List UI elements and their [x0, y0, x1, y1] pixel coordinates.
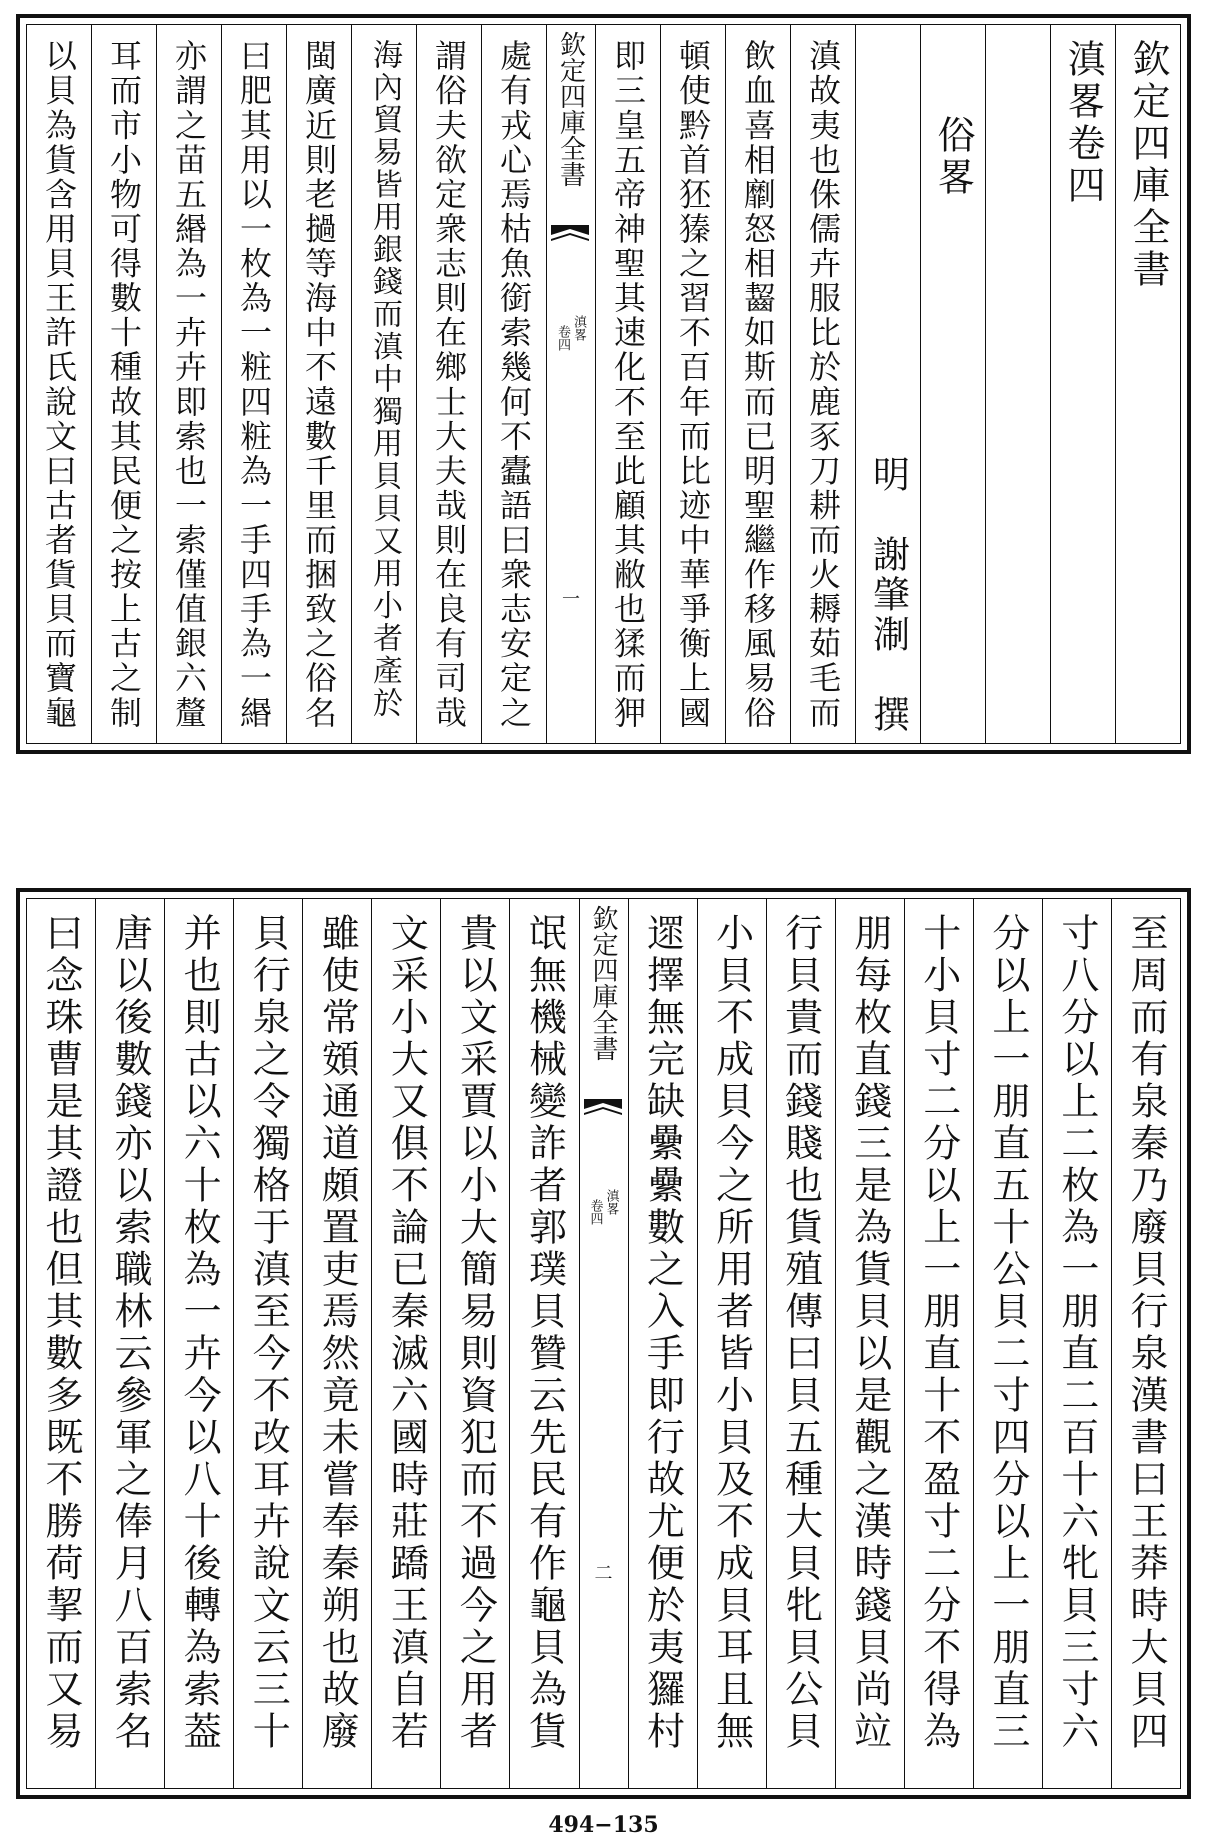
column-text: 處有戎心焉枯魚銜索幾何不蠹語曰衆志安定之 — [495, 39, 533, 731]
column-text: 遝擇無完缺纍纍數之入手即行故尤便於夷玀村 — [640, 913, 685, 1753]
column-text: 小貝不成貝今之所用者皆小貝及不成貝耳且無 — [709, 913, 754, 1753]
column-title: 滇畧卷四 — [1061, 39, 1105, 207]
fish-tail-mark-icon — [584, 1099, 622, 1125]
text-column — [766, 899, 835, 1788]
text-column — [1111, 899, 1180, 1788]
column-text: 海內貿易皆用銀錢而滇中獨用貝貝又用小者產於 — [367, 39, 402, 720]
margin-title: 欽定四庫全書 — [588, 905, 618, 1061]
column-text: 謂俗夫欲定衆志則在鄉士大夫哉則在良有司哉 — [430, 39, 468, 731]
text-column — [416, 25, 481, 743]
text-column — [973, 899, 1042, 1788]
column-text: 閩廣近則老撾等海中不遠數千里而捆致之俗名 — [300, 39, 338, 731]
text-column — [725, 25, 790, 743]
text-column — [156, 25, 221, 743]
column-text: 行貝貴而錢賤也貨殖傳曰貝五種大貝牝貝公貝 — [778, 913, 823, 1753]
text-column — [904, 899, 973, 1788]
column-author: 明 謝肇淛 撰 — [866, 455, 910, 735]
column-text: 耳而市小物可得數十種故其民便之按上古之制 — [105, 39, 143, 731]
column-text: 十小貝寸二分以上一朋直十不盈寸二分不得為 — [916, 913, 961, 1753]
column-text: 飲血喜相劘怒相齧如斯而已明聖繼作移風易俗 — [739, 39, 777, 731]
column-text: 貝行泉之令獨格于滇至今不改耳卉說文云三十 — [246, 913, 291, 1753]
text-column — [835, 899, 904, 1788]
text-column — [1042, 899, 1111, 1788]
text-column — [27, 899, 95, 1788]
folio-number: 一 — [562, 589, 580, 610]
text-column — [91, 25, 156, 743]
column-text: 曰肥其用以一枚為一粧四粧為一手四手為一緡 — [235, 39, 273, 731]
center-margin-column — [546, 25, 595, 743]
column-text: 亦謂之苗五緡為一卉卉即索也一索僅值銀六釐 — [170, 39, 208, 731]
text-column — [233, 899, 302, 1788]
column-text: 以貝為貨含用貝王許氏說文曰古者貨貝而寶龜 — [40, 39, 78, 731]
column-text: 氓無機械變詐者郭璞貝贊云先民有作龜貝為貨 — [522, 913, 567, 1753]
column-indent: 俗畧 — [931, 115, 975, 199]
text-column — [697, 899, 766, 1788]
top-page-columns — [26, 24, 1181, 744]
text-column — [595, 25, 660, 743]
text-column — [164, 899, 233, 1788]
text-column — [95, 899, 164, 1788]
text-column — [790, 25, 855, 743]
column-text: 至周而有泉秦乃廢貝行泉漢書曰王莽時大貝四 — [1123, 913, 1168, 1753]
column-text: 雖使常頞通道頗置吏焉然竟未嘗奉秦朔也故廢 — [315, 913, 360, 1753]
column-text: 并也則古以六十枚為一卉今以八十後轉為索葢 — [177, 913, 222, 1753]
margin-subtitle-volume: 卷四 — [555, 325, 570, 351]
margin-subtitle-book: 滇畧 — [603, 1189, 619, 1215]
column-text: 曰念珠曹是其證也但其數多既不勝荷挈而又易 — [39, 913, 84, 1753]
top-page — [16, 14, 1191, 754]
margin-subtitle-book: 滇畧 — [571, 315, 586, 341]
column-text: 唐以後數錢亦以索職林云參軍之俸月八百索名 — [108, 913, 153, 1753]
text-column — [660, 25, 725, 743]
text-column — [481, 25, 546, 743]
column-header: 欽定四庫全書 — [1126, 39, 1170, 291]
text-column — [27, 25, 91, 743]
column-text: 即三皇五帝神聖其速化不至此顧其敝也猱而狎 — [609, 39, 647, 731]
text-column — [1050, 25, 1115, 743]
margin-title: 欽定四庫全書 — [555, 31, 586, 187]
bottom-page — [16, 888, 1191, 1799]
bottom-page-columns — [26, 898, 1181, 1789]
center-margin-column — [579, 899, 628, 1788]
margin-subtitle-volume: 卷四 — [587, 1199, 603, 1225]
fish-tail-mark-icon — [551, 225, 589, 251]
text-column — [302, 899, 371, 1788]
text-column — [371, 899, 440, 1788]
folio-number: 二 — [594, 1563, 613, 1584]
text-column — [855, 25, 920, 743]
text-column — [628, 899, 697, 1788]
column-text: 頓使黔首狉獉之習不百年而比迹中華爭衡上國 — [674, 39, 712, 731]
text-column — [351, 25, 416, 743]
text-column — [985, 25, 1050, 743]
text-column — [221, 25, 286, 743]
column-text: 文采小大又俱不論已秦滅六國時莊蹻王滇自若 — [384, 913, 429, 1753]
page-number-footer: 494−135 — [548, 1812, 659, 1838]
column-text: 分以上一朋直五十公貝二寸四分以上一朋直三 — [985, 913, 1030, 1753]
text-column — [920, 25, 985, 743]
text-column — [440, 899, 509, 1788]
text-column — [286, 25, 351, 743]
text-column — [1115, 25, 1180, 743]
column-text: 滇故夷也侏儒卉服比於鹿豕刀耕而火耨茹毛而 — [804, 39, 842, 731]
column-text: 貴以文采賈以小大簡易則資犯而不過今之用者 — [453, 913, 498, 1753]
text-column — [509, 899, 578, 1788]
column-text: 朋每枚直錢三是為貨貝以是觀之漢時錢貝尚竝 — [847, 913, 892, 1753]
column-text: 寸八分以上二枚為一朋直二百十六牝貝三寸六 — [1054, 913, 1099, 1753]
